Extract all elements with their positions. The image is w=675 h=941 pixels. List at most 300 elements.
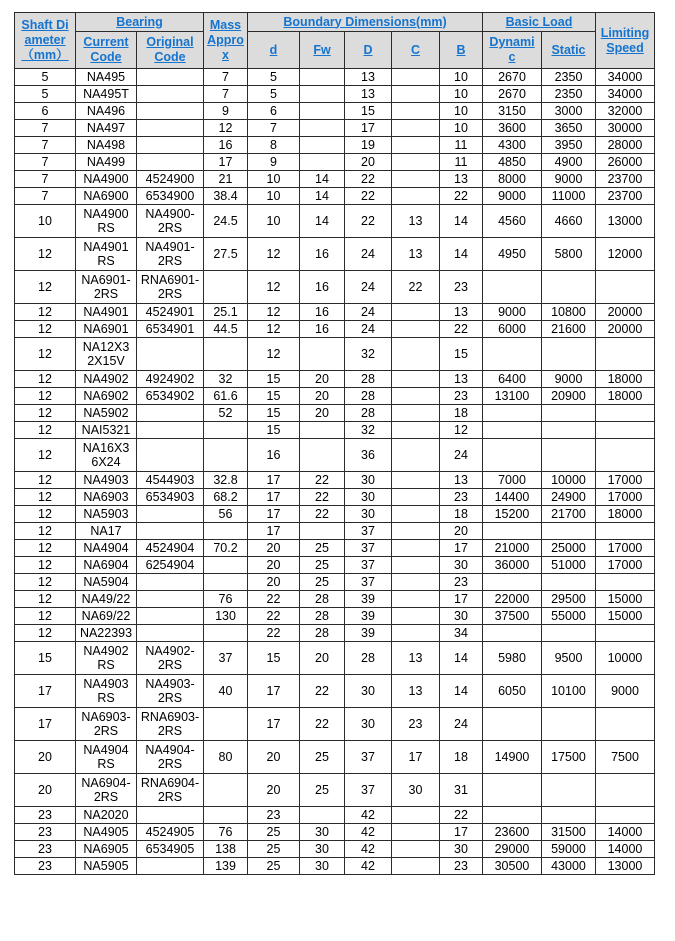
cell-limiting-speed: 17000: [596, 540, 655, 557]
cell-C: [392, 439, 440, 472]
cell-current-code: NA498: [76, 137, 137, 154]
cell-current-code: NA6901: [76, 321, 137, 338]
table-row: [15, 69, 655, 86]
cell-limiting-speed: 9000: [596, 675, 655, 708]
cell-D: 22: [345, 171, 392, 188]
cell-shaft-diameter: 12: [15, 304, 76, 321]
cell-D: 36: [345, 439, 392, 472]
cell-limiting-speed: [596, 708, 655, 741]
cell-static-load: 21700: [542, 506, 596, 523]
cell-limiting-speed: 23700: [596, 171, 655, 188]
cell-limiting-speed: 32000: [596, 103, 655, 120]
header-limiting-speed[interactable]: Limiting Speed: [596, 13, 655, 69]
cell-mass: [204, 557, 248, 574]
cell-d: 16: [248, 439, 300, 472]
cell-dynamic-load: 23600: [483, 824, 542, 841]
cell-fw: [300, 422, 345, 439]
cell-C: 13: [392, 642, 440, 675]
cell-fw: 25: [300, 557, 345, 574]
cell-d: 10: [248, 188, 300, 205]
cell-d: 12: [248, 304, 300, 321]
cell-C: [392, 321, 440, 338]
header-dynamic[interactable]: Dynami c: [483, 32, 542, 69]
cell-current-code: NA5904: [76, 574, 137, 591]
cell-D: 30: [345, 675, 392, 708]
cell-static-load: 20900: [542, 388, 596, 405]
header-mass[interactable]: Mass Appro x: [204, 13, 248, 69]
cell-dynamic-load: [483, 439, 542, 472]
table-row: [15, 321, 655, 338]
cell-D: 37: [345, 540, 392, 557]
cell-limiting-speed: [596, 625, 655, 642]
cell-dynamic-load: 22000: [483, 591, 542, 608]
header-shaft-diameter[interactable]: Shaft Di ameter （mm）: [15, 13, 76, 69]
cell-limiting-speed: 15000: [596, 591, 655, 608]
cell-d: 22: [248, 625, 300, 642]
cell-fw: 16: [300, 238, 345, 271]
table-row: [15, 472, 655, 489]
cell-static-load: [542, 523, 596, 540]
cell-C: [392, 304, 440, 321]
cell-D: 39: [345, 591, 392, 608]
cell-dynamic-load: 7000: [483, 472, 542, 489]
cell-mass: [204, 422, 248, 439]
cell-B: 10: [440, 69, 483, 86]
cell-dynamic-load: [483, 625, 542, 642]
cell-limiting-speed: 10000: [596, 642, 655, 675]
cell-limiting-speed: 30000: [596, 120, 655, 137]
cell-static-load: 4900: [542, 154, 596, 171]
cell-static-load: 21600: [542, 321, 596, 338]
table-row: [15, 205, 655, 238]
cell-dynamic-load: [483, 523, 542, 540]
cell-limiting-speed: 26000: [596, 154, 655, 171]
cell-current-code: NA6900: [76, 188, 137, 205]
table-row: [15, 405, 655, 422]
cell-mass: 61.6: [204, 388, 248, 405]
cell-d: 15: [248, 422, 300, 439]
cell-limiting-speed: [596, 439, 655, 472]
cell-current-code: NA4902 RS: [76, 642, 137, 675]
cell-original-code: NA4900- 2RS: [137, 205, 204, 238]
cell-dynamic-load: 14400: [483, 489, 542, 506]
cell-original-code: RNA6903- 2RS: [137, 708, 204, 741]
cell-mass: [204, 338, 248, 371]
cell-current-code: NA4905: [76, 824, 137, 841]
cell-static-load: 43000: [542, 858, 596, 875]
cell-shaft-diameter: 12: [15, 405, 76, 422]
cell-dynamic-load: 4560: [483, 205, 542, 238]
cell-original-code: NA4903- 2RS: [137, 675, 204, 708]
cell-mass: 138: [204, 841, 248, 858]
cell-B: 17: [440, 540, 483, 557]
cell-dynamic-load: 3150: [483, 103, 542, 120]
cell-current-code: NA4903: [76, 472, 137, 489]
cell-mass: 56: [204, 506, 248, 523]
cell-dynamic-load: 36000: [483, 557, 542, 574]
cell-d: 6: [248, 103, 300, 120]
cell-current-code: NA4900: [76, 171, 137, 188]
cell-fw: [300, 523, 345, 540]
cell-D: 13: [345, 69, 392, 86]
cell-fw: 16: [300, 321, 345, 338]
cell-limiting-speed: [596, 405, 655, 422]
cell-B: 13: [440, 371, 483, 388]
cell-C: 23: [392, 708, 440, 741]
cell-original-code: [137, 103, 204, 120]
table-row: [15, 506, 655, 523]
cell-fw: 20: [300, 405, 345, 422]
header-D[interactable]: D: [345, 32, 392, 69]
table-row: [15, 489, 655, 506]
cell-limiting-speed: 13000: [596, 858, 655, 875]
cell-fw: 20: [300, 642, 345, 675]
cell-dynamic-load: 15200: [483, 506, 542, 523]
cell-fw: 22: [300, 506, 345, 523]
cell-D: 24: [345, 304, 392, 321]
cell-D: 28: [345, 642, 392, 675]
cell-d: 10: [248, 205, 300, 238]
cell-C: [392, 120, 440, 137]
header-basic-load[interactable]: Basic Load: [483, 13, 596, 32]
cell-mass: 37: [204, 642, 248, 675]
cell-B: 22: [440, 188, 483, 205]
table-row: [15, 86, 655, 103]
cell-d: 20: [248, 540, 300, 557]
bearing-spec-table: [14, 12, 655, 875]
header-d[interactable]: d: [248, 32, 300, 69]
cell-B: 14: [440, 205, 483, 238]
cell-static-load: 9000: [542, 371, 596, 388]
table-row: [15, 625, 655, 642]
cell-d: 5: [248, 86, 300, 103]
cell-shaft-diameter: 7: [15, 188, 76, 205]
cell-mass: 80: [204, 741, 248, 774]
cell-B: 22: [440, 321, 483, 338]
cell-dynamic-load: 4950: [483, 238, 542, 271]
cell-shaft-diameter: 7: [15, 154, 76, 171]
cell-mass: 68.2: [204, 489, 248, 506]
cell-C: [392, 86, 440, 103]
table-row: [15, 642, 655, 675]
cell-mass: [204, 523, 248, 540]
cell-static-load: [542, 574, 596, 591]
cell-limiting-speed: [596, 271, 655, 304]
cell-limiting-speed: 34000: [596, 86, 655, 103]
cell-C: 30: [392, 774, 440, 807]
cell-mass: 76: [204, 824, 248, 841]
cell-current-code: NA6903: [76, 489, 137, 506]
cell-D: 37: [345, 774, 392, 807]
cell-current-code: NA22393: [76, 625, 137, 642]
cell-original-code: 6534905: [137, 841, 204, 858]
cell-static-load: 10800: [542, 304, 596, 321]
cell-shaft-diameter: 12: [15, 271, 76, 304]
cell-current-code: NA4901 RS: [76, 238, 137, 271]
cell-dynamic-load: 14900: [483, 741, 542, 774]
cell-mass: 12: [204, 120, 248, 137]
cell-d: 25: [248, 858, 300, 875]
cell-C: [392, 154, 440, 171]
cell-fw: 30: [300, 841, 345, 858]
cell-d: 23: [248, 807, 300, 824]
header-current-code[interactable]: Current Code: [76, 32, 137, 69]
cell-current-code: NA6905: [76, 841, 137, 858]
cell-static-load: [542, 338, 596, 371]
cell-D: 13: [345, 86, 392, 103]
table-row: [15, 154, 655, 171]
cell-B: 14: [440, 675, 483, 708]
cell-d: 20: [248, 774, 300, 807]
table-row: [15, 675, 655, 708]
cell-dynamic-load: [483, 708, 542, 741]
table-row: [15, 557, 655, 574]
cell-fw: 25: [300, 540, 345, 557]
cell-D: 30: [345, 489, 392, 506]
cell-D: 28: [345, 371, 392, 388]
cell-static-load: [542, 439, 596, 472]
cell-C: [392, 841, 440, 858]
cell-dynamic-load: 37500: [483, 608, 542, 625]
cell-d: 17: [248, 523, 300, 540]
cell-fw: 22: [300, 708, 345, 741]
cell-dynamic-load: 2670: [483, 69, 542, 86]
cell-static-load: 51000: [542, 557, 596, 574]
cell-shaft-diameter: 7: [15, 137, 76, 154]
cell-dynamic-load: 21000: [483, 540, 542, 557]
cell-fw: 22: [300, 489, 345, 506]
cell-shaft-diameter: 7: [15, 120, 76, 137]
table-row: [15, 591, 655, 608]
cell-C: [392, 137, 440, 154]
table-row: [15, 841, 655, 858]
cell-dynamic-load: 4300: [483, 137, 542, 154]
cell-static-load: [542, 807, 596, 824]
cell-B: 14: [440, 642, 483, 675]
cell-D: 39: [345, 625, 392, 642]
cell-d: 15: [248, 642, 300, 675]
cell-dynamic-load: 6050: [483, 675, 542, 708]
cell-D: 42: [345, 841, 392, 858]
cell-shaft-diameter: 17: [15, 675, 76, 708]
header-C[interactable]: C: [392, 32, 440, 69]
cell-C: [392, 523, 440, 540]
cell-shaft-diameter: 20: [15, 774, 76, 807]
cell-D: 37: [345, 741, 392, 774]
cell-dynamic-load: 8000: [483, 171, 542, 188]
cell-limiting-speed: 17000: [596, 472, 655, 489]
cell-fw: [300, 69, 345, 86]
cell-current-code: NA4902: [76, 371, 137, 388]
cell-d: 15: [248, 405, 300, 422]
table-row: [15, 120, 655, 137]
cell-C: [392, 422, 440, 439]
cell-B: 22: [440, 807, 483, 824]
cell-B: 13: [440, 304, 483, 321]
cell-limiting-speed: 7500: [596, 741, 655, 774]
cell-current-code: NA6902: [76, 388, 137, 405]
cell-static-load: 11000: [542, 188, 596, 205]
header-bearing[interactable]: Bearing: [76, 13, 204, 32]
cell-fw: [300, 338, 345, 371]
cell-D: 28: [345, 388, 392, 405]
cell-original-code: 4924902: [137, 371, 204, 388]
cell-original-code: RNA6901- 2RS: [137, 271, 204, 304]
cell-static-load: 10100: [542, 675, 596, 708]
cell-shaft-diameter: 20: [15, 741, 76, 774]
cell-mass: [204, 574, 248, 591]
cell-limiting-speed: 15000: [596, 608, 655, 625]
cell-shaft-diameter: 23: [15, 858, 76, 875]
cell-C: [392, 824, 440, 841]
cell-dynamic-load: 30500: [483, 858, 542, 875]
cell-B: 15: [440, 338, 483, 371]
cell-static-load: 17500: [542, 741, 596, 774]
cell-fw: [300, 137, 345, 154]
header-static[interactable]: Static: [542, 32, 596, 69]
cell-mass: 70.2: [204, 540, 248, 557]
cell-D: 24: [345, 238, 392, 271]
cell-original-code: 4524900: [137, 171, 204, 188]
cell-fw: 30: [300, 858, 345, 875]
table-row: [15, 608, 655, 625]
cell-d: 12: [248, 321, 300, 338]
cell-current-code: NA495: [76, 69, 137, 86]
cell-fw: [300, 120, 345, 137]
table-row: [15, 103, 655, 120]
cell-mass: [204, 439, 248, 472]
cell-C: 13: [392, 675, 440, 708]
cell-D: 30: [345, 708, 392, 741]
cell-B: 34: [440, 625, 483, 642]
cell-original-code: [137, 439, 204, 472]
cell-mass: 25.1: [204, 304, 248, 321]
cell-original-code: [137, 405, 204, 422]
cell-current-code: NA4904: [76, 540, 137, 557]
cell-current-code: NA5902: [76, 405, 137, 422]
cell-dynamic-load: 9000: [483, 188, 542, 205]
cell-shaft-diameter: 12: [15, 321, 76, 338]
cell-limiting-speed: 12000: [596, 238, 655, 271]
header-B[interactable]: B: [440, 32, 483, 69]
cell-dynamic-load: 2670: [483, 86, 542, 103]
cell-original-code: [137, 120, 204, 137]
cell-shaft-diameter: 6: [15, 103, 76, 120]
cell-shaft-diameter: 10: [15, 205, 76, 238]
cell-B: 10: [440, 86, 483, 103]
cell-fw: 14: [300, 205, 345, 238]
cell-B: 12: [440, 422, 483, 439]
cell-C: 13: [392, 205, 440, 238]
cell-dynamic-load: [483, 338, 542, 371]
cell-B: 10: [440, 103, 483, 120]
cell-current-code: NA499: [76, 154, 137, 171]
table-row: [15, 304, 655, 321]
cell-limiting-speed: 20000: [596, 321, 655, 338]
cell-current-code: NA69/22: [76, 608, 137, 625]
cell-dynamic-load: 29000: [483, 841, 542, 858]
cell-B: 30: [440, 608, 483, 625]
cell-fw: [300, 154, 345, 171]
cell-current-code: NA16X3 6X24: [76, 439, 137, 472]
header-original-code[interactable]: Original Code: [137, 32, 204, 69]
cell-d: 25: [248, 841, 300, 858]
cell-C: [392, 171, 440, 188]
cell-B: 23: [440, 489, 483, 506]
cell-current-code: NA4901: [76, 304, 137, 321]
cell-B: 23: [440, 271, 483, 304]
cell-fw: 28: [300, 591, 345, 608]
table-row: [15, 137, 655, 154]
cell-limiting-speed: 17000: [596, 557, 655, 574]
cell-B: 17: [440, 824, 483, 841]
cell-limiting-speed: [596, 807, 655, 824]
cell-D: 24: [345, 271, 392, 304]
cell-original-code: [137, 86, 204, 103]
cell-current-code: NA2020: [76, 807, 137, 824]
table-row: [15, 422, 655, 439]
cell-static-load: 10000: [542, 472, 596, 489]
cell-C: [392, 472, 440, 489]
cell-mass: 130: [204, 608, 248, 625]
cell-d: 17: [248, 489, 300, 506]
cell-limiting-speed: 23700: [596, 188, 655, 205]
cell-C: [392, 858, 440, 875]
cell-B: 23: [440, 858, 483, 875]
cell-shaft-diameter: 12: [15, 591, 76, 608]
cell-shaft-diameter: 12: [15, 625, 76, 642]
cell-original-code: 6534902: [137, 388, 204, 405]
cell-original-code: [137, 591, 204, 608]
cell-C: [392, 489, 440, 506]
cell-fw: 28: [300, 625, 345, 642]
cell-shaft-diameter: 5: [15, 86, 76, 103]
cell-mass: [204, 625, 248, 642]
cell-fw: 16: [300, 304, 345, 321]
cell-D: 17: [345, 120, 392, 137]
cell-B: 11: [440, 137, 483, 154]
cell-dynamic-load: [483, 574, 542, 591]
cell-B: 18: [440, 741, 483, 774]
cell-D: 30: [345, 506, 392, 523]
cell-D: 37: [345, 523, 392, 540]
cell-original-code: 4524901: [137, 304, 204, 321]
cell-fw: 28: [300, 608, 345, 625]
cell-static-load: 25000: [542, 540, 596, 557]
cell-d: 12: [248, 271, 300, 304]
cell-mass: 38.4: [204, 188, 248, 205]
cell-original-code: NA4902- 2RS: [137, 642, 204, 675]
cell-limiting-speed: 13000: [596, 205, 655, 238]
header-fw[interactable]: Fw: [300, 32, 345, 69]
cell-fw: [300, 807, 345, 824]
cell-d: 17: [248, 708, 300, 741]
cell-mass: 76: [204, 591, 248, 608]
cell-shaft-diameter: 12: [15, 574, 76, 591]
cell-D: 42: [345, 807, 392, 824]
cell-D: 32: [345, 422, 392, 439]
cell-fw: 25: [300, 774, 345, 807]
cell-current-code: NA497: [76, 120, 137, 137]
cell-dynamic-load: [483, 774, 542, 807]
cell-static-load: 24900: [542, 489, 596, 506]
cell-D: 39: [345, 608, 392, 625]
header-boundary-dimensions[interactable]: Boundary Dimensions(mm): [248, 13, 483, 32]
cell-C: [392, 625, 440, 642]
cell-original-code: 4524905: [137, 824, 204, 841]
cell-shaft-diameter: 12: [15, 523, 76, 540]
cell-mass: 139: [204, 858, 248, 875]
